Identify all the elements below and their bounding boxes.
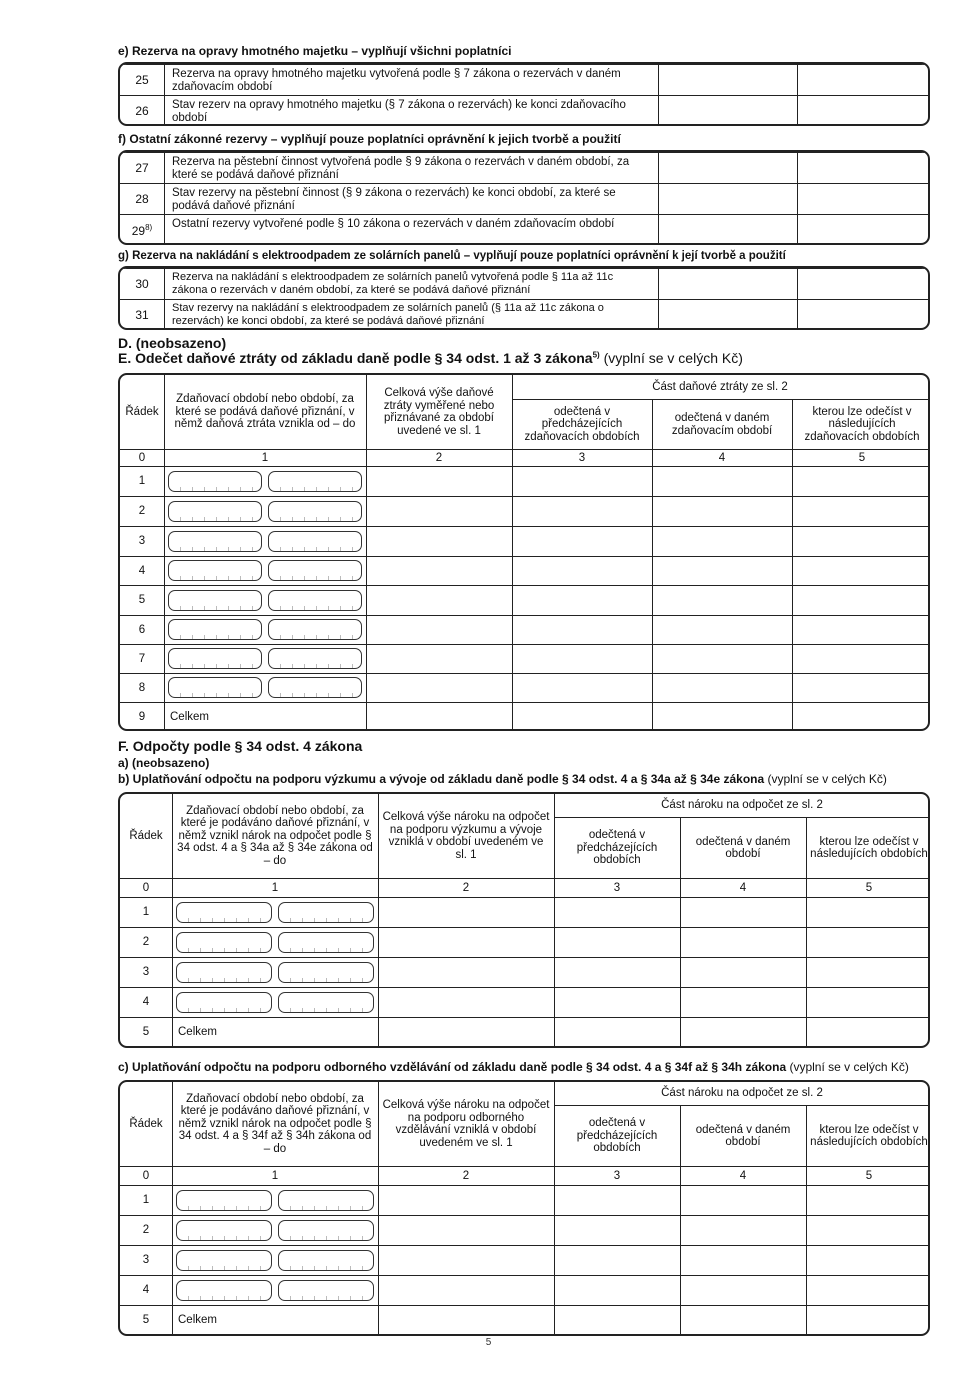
col-index: 5	[865, 1169, 873, 1182]
date-to-input[interactable]	[278, 1220, 374, 1241]
row-number: 2	[138, 505, 146, 518]
total-label: Celkem	[178, 1314, 217, 1326]
col-index: 1	[261, 451, 269, 464]
col-index: 0	[142, 1169, 150, 1182]
date-from-input[interactable]	[168, 531, 262, 552]
section-F-title: F. Odpočty podle § 34 odst. 4 zákona	[118, 738, 363, 754]
section-E-title-text: E. Odečet daňové ztráty od základu daně podle § 34 odst. 1 až 3 zákona	[118, 350, 593, 366]
section-Fc-title: c) Uplatňování odpočtu na podporu odborného vzdělávání od základu daně podle § 34 odst. 4 a § 34f až § 34h zákona	[118, 1060, 787, 1074]
date-from-input[interactable]	[168, 501, 262, 522]
date-to-input[interactable]	[268, 501, 362, 522]
header-group: Část nároku na odpočet ze sl. 2	[661, 1087, 823, 1100]
col-index: 0	[138, 451, 146, 464]
date-to-input[interactable]	[278, 962, 374, 983]
section-E-note: (vyplní se v celých Kč)	[603, 350, 743, 366]
section-f-heading	[118, 132, 621, 146]
header-radek: Řádek	[125, 405, 159, 418]
section-g-title: Rezerva na nakládání s elektroodpadem ze solárních panelů – vyplňují pouze poplatníci oprávnění k její tvorbě a použití	[132, 250, 786, 262]
col-index: 1	[271, 1169, 279, 1182]
col-index: 2	[435, 451, 443, 464]
row-label: Rezerva na nakládání s elektroodpadem ze solárních panelů vytvořená podle § 11a až 11c zákona o rezervách v daném období, za které se podává daňové přiznání	[172, 271, 614, 296]
row-number	[120, 223, 164, 238]
row-31	[120, 299, 928, 330]
total-label: Celkem	[178, 1026, 217, 1038]
date-to-input[interactable]	[278, 1250, 374, 1271]
row-number: 1	[142, 1194, 150, 1207]
section-d-title: D. (neobsazeno)	[118, 335, 227, 351]
col-index: 2	[462, 1169, 470, 1182]
date-from-input[interactable]	[168, 619, 262, 640]
header-col-5: kterou lze odečíst v následujících obdobích	[810, 835, 928, 860]
row-label: Rezerva na pěstební činnost vytvořená podle § 9 zákona o rezervách v daném období, za které se podává daňové přiznání	[172, 156, 630, 181]
page-number: 5	[485, 1337, 492, 1348]
date-to-input[interactable]	[278, 1190, 374, 1211]
header-col-4: odečtená v daném období	[695, 1123, 791, 1148]
row-number: 2	[142, 1224, 150, 1237]
section-g-prefix: g)	[118, 250, 129, 262]
section-f-table	[118, 150, 930, 245]
row-number: 3	[142, 1254, 150, 1267]
section-Fb-heading	[118, 772, 887, 786]
row-label: Stav rezervy na nakládání s elektroodpadem ze solárních panelů (§ 11a až 11c zákona o rezervách) ke konci období, za které se podává daňové přiznání	[172, 302, 604, 327]
date-to-input[interactable]	[268, 648, 362, 669]
date-to-input[interactable]	[278, 932, 374, 953]
section-e-title: Rezerva na opravy hmotného majetku – vyplňují všichni poplatníci	[132, 44, 512, 58]
header-col-5: kterou lze odečíst v následujících obdobích	[810, 1123, 928, 1148]
section-f-prefix: f)	[118, 132, 126, 146]
row-30	[120, 268, 928, 300]
date-from-input[interactable]	[176, 1190, 272, 1211]
header-group: Část daňové ztráty ze sl. 2	[652, 380, 788, 393]
row-number-value: 29	[131, 224, 146, 238]
row-number-total: 5	[142, 1025, 150, 1038]
row-label: Ostatní rezervy vytvořené podle § 10 zákona o rezervách v daném zdaňovacím období	[172, 218, 615, 230]
row-number: 4	[142, 996, 150, 1009]
date-from-input[interactable]	[168, 471, 262, 492]
footnote-ref: 8)	[145, 223, 153, 232]
header-col-2: Celková výše nároku na odpočet na podporu výzkumu a vývoje vzniklá v období uvedeném ve sl. 1	[382, 811, 550, 861]
col-index: 3	[613, 881, 621, 894]
date-to-input[interactable]	[278, 902, 374, 923]
row-number: 26	[135, 104, 149, 118]
row-number: 6	[138, 623, 146, 636]
date-from-input[interactable]	[168, 560, 262, 581]
row-25	[120, 64, 928, 96]
col-index: 1	[271, 881, 279, 894]
row-number: 30	[135, 277, 149, 291]
row-27	[120, 152, 928, 184]
date-to-input[interactable]	[268, 531, 362, 552]
date-from-input[interactable]	[176, 962, 272, 983]
row-number: 2	[142, 936, 150, 949]
row-number: 1	[138, 475, 146, 488]
col-index: 2	[462, 881, 470, 894]
section-f-title: Ostatní zákonné rezervy – vyplňují pouze poplatníci oprávnění k jejich tvorbě a použití	[129, 132, 621, 146]
row-label: Rezerva na opravy hmotného majetku vytvořená podle § 7 zákona o rezervách v daném zdaňovacím období	[172, 68, 621, 93]
section-F-a: a) (neobsazeno)	[118, 756, 210, 770]
col-index: 3	[578, 451, 586, 464]
section-Fb-note: (vyplní se v celých Kč)	[767, 772, 887, 786]
row-number: 31	[135, 308, 149, 322]
section-Fb-title: b) Uplatňování odpočtu na podporu výzkumu a vývoje od základu daně podle § 34 odst. 4 a § 34a až § 34e zákona	[118, 772, 765, 786]
section-Fc-heading	[118, 1060, 909, 1074]
col-index: 3	[613, 1169, 621, 1182]
date-from-input[interactable]	[168, 648, 262, 669]
date-to-input[interactable]	[278, 1280, 374, 1301]
header-col-2: Celková výše daňové ztráty vyměřené nebo přiznávané za období uvedené ve sl. 1	[383, 387, 495, 437]
section-e-table	[118, 62, 930, 126]
section-g-table	[118, 266, 930, 330]
date-from-input[interactable]	[176, 902, 272, 923]
row-26	[120, 95, 928, 126]
date-to-input[interactable]	[268, 560, 362, 581]
col-index: 4	[739, 1169, 747, 1182]
row-number: 25	[135, 73, 149, 87]
row-number: 1	[142, 906, 150, 919]
row-number: 28	[135, 192, 149, 206]
header-col-3: odečtená v předcházejících obdobích	[576, 829, 658, 867]
col-index: 4	[718, 451, 726, 464]
loss-deduction-table	[118, 373, 930, 731]
col-index: 5	[858, 451, 866, 464]
header-col-2: Celková výše nároku na odpočet na podporu odborného vzdělávání vzniklá v období uvedeném ve sl. 1	[382, 1099, 550, 1149]
col-index: 4	[739, 881, 747, 894]
row-label: Stav rezerv na opravy hmotného majetku (§ 7 zákona o rezervách) ke konci zdaňovacího období	[172, 99, 626, 124]
row-number: 5	[138, 594, 146, 607]
footnote-ref: 5)	[592, 350, 600, 360]
row-number-total: 5	[142, 1313, 150, 1326]
date-from-input[interactable]	[168, 590, 262, 611]
header-col-5: kterou lze odečíst v následujících zdaňovacích obdobích	[804, 405, 920, 443]
row-number: 8	[138, 681, 146, 694]
row-number: 3	[142, 966, 150, 979]
row-28	[120, 183, 928, 215]
header-group: Část nároku na odpočet ze sl. 2	[661, 799, 823, 812]
row-number: 4	[142, 1284, 150, 1297]
section-Fc-note: (vyplní se v celých Kč)	[789, 1060, 909, 1074]
date-to-input[interactable]	[268, 677, 362, 698]
row-number: 3	[138, 535, 146, 548]
date-from-input[interactable]	[176, 932, 272, 953]
row-label: Stav rezervy na pěstební činnost (§ 9 zákona o rezervách) ke konci období, za které se podává daňové přiznání	[172, 187, 616, 212]
row-number: 7	[138, 652, 146, 665]
section-e-heading	[118, 44, 511, 58]
section-e-prefix: e)	[118, 44, 129, 58]
date-to-input[interactable]	[268, 619, 362, 640]
section-g-heading	[118, 250, 786, 262]
education-deduction-table	[118, 1080, 930, 1336]
header-col-4: odečtená v daném zdaňovacím období	[671, 412, 773, 437]
date-to-input[interactable]	[268, 471, 362, 492]
header-col-1: Zdaňovací období nebo období, za které se podává daňové přiznání, v němž daňová ztráta vznikla od – do	[174, 393, 356, 431]
date-from-input[interactable]	[176, 1220, 272, 1241]
section-E-title	[118, 350, 743, 366]
date-from-input[interactable]	[176, 1250, 272, 1271]
date-to-input[interactable]	[278, 992, 374, 1013]
total-label: Celkem	[170, 711, 209, 723]
research-deduction-table	[118, 792, 930, 1048]
date-from-input[interactable]	[176, 992, 272, 1013]
row-number: 27	[135, 161, 149, 175]
header-radek: Řádek	[129, 829, 163, 842]
header-col-3: odečtená v předcházejících obdobích	[576, 1117, 658, 1155]
header-col-4: odečtená v daném období	[695, 835, 791, 860]
col-index: 5	[865, 881, 873, 894]
date-from-input[interactable]	[176, 1280, 272, 1301]
date-to-input[interactable]	[268, 590, 362, 611]
header-col-1: Zdaňovací období nebo období, za které je podáváno daňové přiznání, v němž vznikl nárok na odpočet podle § 34 odst. 4 a § 34f až § 34h zákona od – do	[178, 1092, 372, 1155]
header-col-3: odečtená v předcházejících zdaňovacích obdobích	[524, 405, 640, 443]
row-number-total: 9	[138, 710, 146, 723]
row-number: 4	[138, 564, 146, 577]
header-radek: Řádek	[129, 1117, 163, 1130]
row-29	[120, 214, 928, 245]
header-col-1: Zdaňovací období nebo období, za které je podáváno daňové přiznání, v němž vznikl nárok na odpočet podle § 34 odst. 4 a § 34a až § 34e zákona od – do	[177, 804, 373, 867]
col-index: 0	[142, 881, 150, 894]
date-from-input[interactable]	[168, 677, 262, 698]
